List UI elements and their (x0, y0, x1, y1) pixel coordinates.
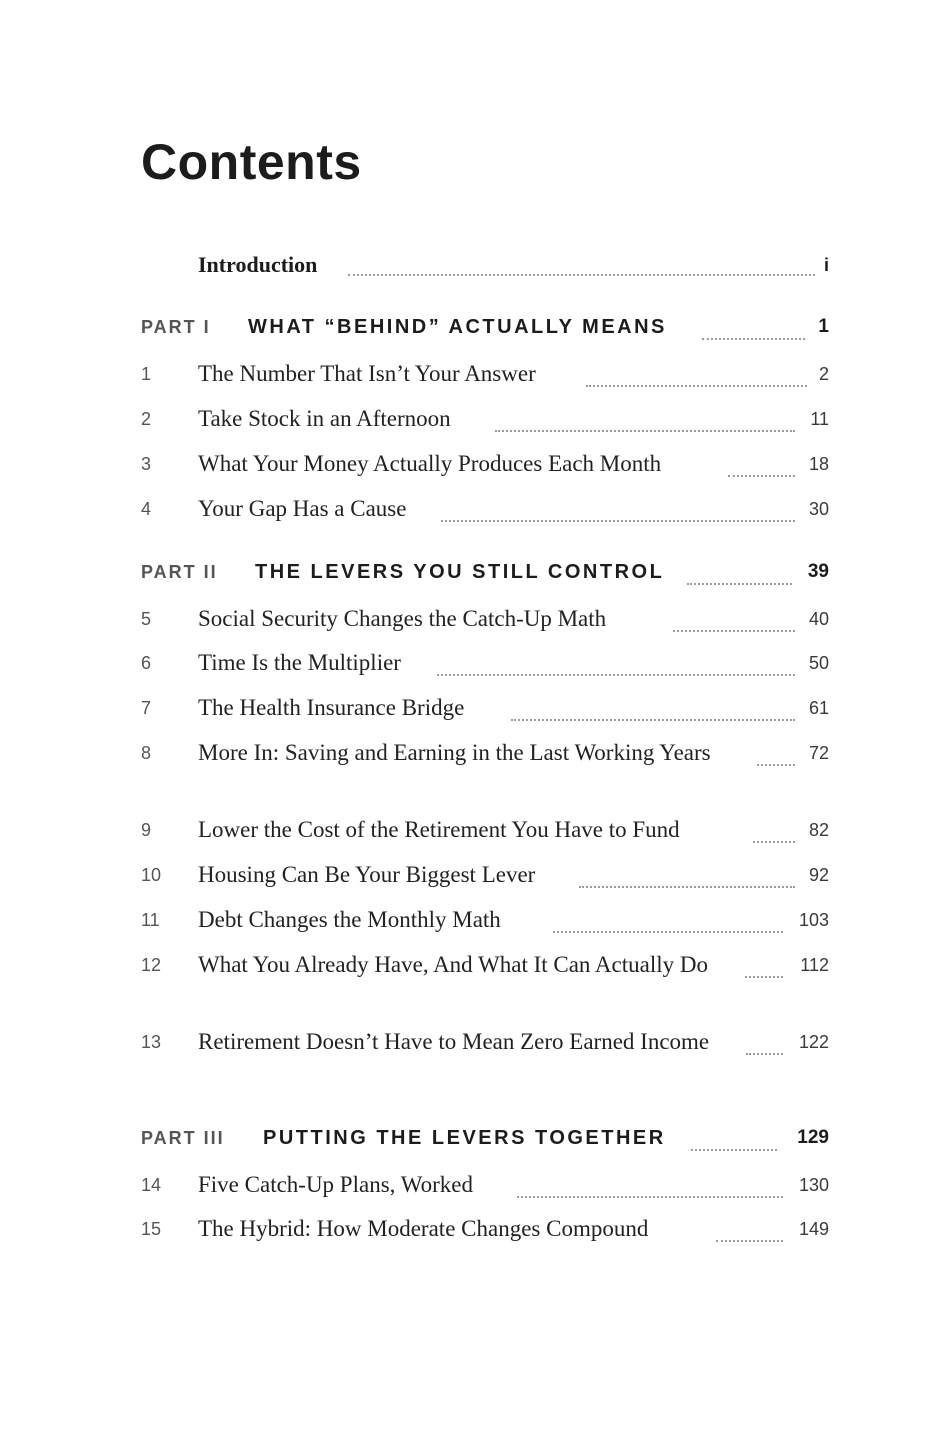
chapter-number: 6 (141, 653, 152, 673)
chapter-title: What Your Money Actually Produces Each Month (198, 451, 662, 476)
toc-chapter-5[interactable] (141, 602, 829, 636)
chapter-title: Time Is the Multiplier (198, 650, 401, 675)
chapter-page: 82 (808, 820, 829, 840)
dot-leader (586, 385, 807, 387)
chapter-title: Retirement Doesn’t Have to Mean Zero Earned Income (198, 1029, 710, 1054)
dot-leader (753, 841, 795, 843)
chapter-page: 103 (798, 910, 829, 930)
toc-chapter-10[interactable] (141, 858, 829, 892)
part-page: 39 (807, 561, 829, 582)
dot-leader (745, 976, 783, 978)
chapter-page: 122 (798, 1032, 829, 1052)
dot-leader (728, 475, 795, 477)
dot-leader (757, 764, 795, 766)
part-title: THE LEVERS YOU STILL CONTROL (255, 561, 665, 583)
chapter-page: 61 (808, 698, 829, 718)
chapter-number: 12 (141, 955, 162, 975)
chapter-number: 9 (141, 820, 152, 840)
chapter-number: 10 (141, 865, 162, 885)
dot-leader (687, 583, 792, 585)
chapter-title: Lower the Cost of the Retirement You Have to Fund (198, 817, 680, 842)
chapter-title: The Number That Isn’t Your Answer (198, 361, 536, 386)
toc-chapter-6[interactable] (141, 646, 829, 680)
chapter-title: Debt Changes the Monthly Math (198, 907, 501, 932)
dot-leader (511, 719, 795, 721)
chapter-number: 15 (141, 1219, 162, 1239)
chapter-title: Housing Can Be Your Biggest Lever (198, 862, 536, 887)
chapter-page: 2 (818, 364, 829, 384)
toc-chapter-7[interactable] (141, 691, 829, 725)
dot-leader (673, 630, 795, 632)
toc-chapter-11[interactable] (141, 903, 829, 937)
chapter-title: Social Security Changes the Catch-Up Math (198, 606, 607, 631)
chapter-page: 40 (808, 609, 829, 629)
toc-chapter-2[interactable] (141, 402, 829, 436)
chapter-page: 130 (798, 1175, 829, 1195)
chapter-page: 149 (798, 1219, 829, 1239)
dot-leader (691, 1149, 777, 1151)
toc-part-2[interactable] (141, 557, 829, 587)
chapter-number: 3 (141, 454, 152, 474)
chapter-title: Five Catch-Up Plans, Worked (198, 1172, 473, 1197)
part-page: 129 (797, 1127, 829, 1148)
chapter-title: The Hybrid: How Moderate Changes Compound (198, 1216, 649, 1241)
chapter-page: 18 (808, 454, 829, 474)
toc-part-1[interactable] (141, 312, 829, 342)
chapter-page: 72 (808, 743, 829, 763)
chapter-page: 112 (800, 955, 829, 975)
chapter-page: 11 (810, 409, 829, 429)
toc-part-3[interactable] (141, 1123, 829, 1153)
chapter-title: Take Stock in an Afternoon (198, 406, 451, 431)
chapter-page: 30 (808, 499, 829, 519)
toc-chapter-1[interactable] (141, 357, 829, 391)
chapter-number: 13 (141, 1032, 162, 1052)
toc-entry-title: Introduction (198, 252, 318, 277)
chapter-title: Your Gap Has a Cause (198, 496, 407, 521)
chapter-number: 8 (141, 743, 152, 763)
toc-chapter-3[interactable] (141, 447, 829, 481)
page-title: Contents (141, 134, 362, 190)
chapter-number: 11 (141, 910, 160, 930)
chapter-number: 5 (141, 609, 152, 629)
part-title: PUTTING THE LEVERS TOGETHER (263, 1127, 666, 1149)
chapter-title: More In: Saving and Earning in the Last Working Years (198, 740, 711, 765)
dot-leader (348, 274, 815, 276)
toc-chapter-15[interactable] (141, 1212, 829, 1246)
toc-chapter-4[interactable] (141, 492, 829, 526)
dot-leader (579, 886, 795, 888)
chapter-number: 1 (141, 364, 152, 384)
dot-leader (517, 1196, 783, 1198)
toc-chapter-8[interactable] (141, 736, 829, 804)
part-title: WHAT “BEHIND” ACTUALLY MEANS (248, 316, 667, 338)
chapter-number: 14 (141, 1175, 162, 1195)
toc-chapter-14[interactable] (141, 1168, 829, 1202)
toc-chapter-9[interactable] (141, 813, 829, 847)
dot-leader (553, 931, 783, 933)
dot-leader (437, 674, 795, 676)
chapter-page: 92 (808, 865, 829, 885)
dot-leader (441, 520, 795, 522)
chapter-number: 2 (141, 409, 152, 429)
part-label: PART I (141, 317, 211, 337)
part-label: PART III (141, 1128, 225, 1148)
chapter-number: 7 (141, 698, 152, 718)
toc-chapter-13[interactable] (141, 1025, 829, 1093)
chapter-title: The Health Insurance Bridge (198, 695, 465, 720)
toc-entry-page: i (823, 255, 829, 275)
dot-leader (702, 338, 805, 340)
chapter-title: What You Already Have, And What It Can Actually Do (198, 952, 708, 977)
dot-leader (716, 1240, 783, 1242)
part-label: PART II (141, 562, 218, 582)
dot-leader (746, 1053, 783, 1055)
toc-entry-introduction[interactable] (141, 248, 829, 282)
dot-leader (495, 430, 795, 432)
part-page: 1 (818, 316, 829, 337)
chapter-page: 50 (808, 653, 829, 673)
chapter-number: 4 (141, 499, 152, 519)
toc-chapter-12[interactable] (141, 948, 829, 1016)
